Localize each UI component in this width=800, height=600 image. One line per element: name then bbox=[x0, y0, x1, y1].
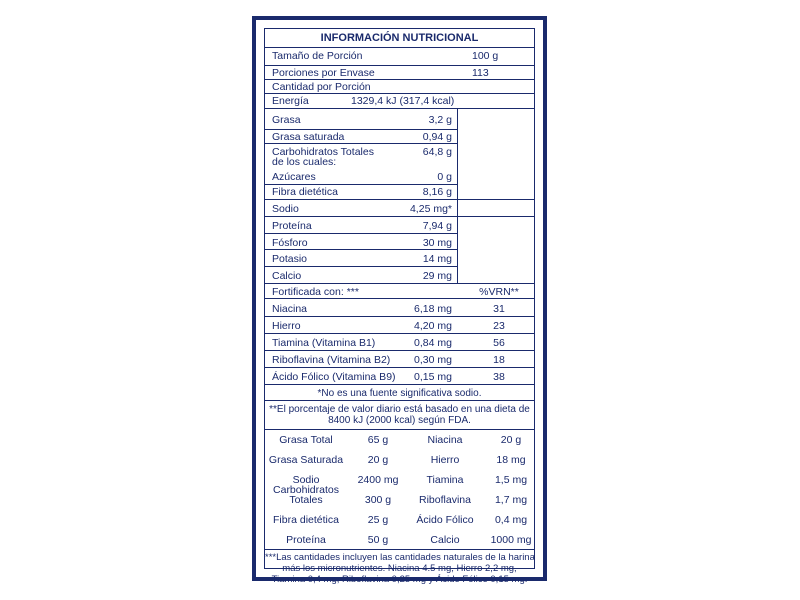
fortified-item-label: Tiamina (Vitamina B1) bbox=[272, 337, 376, 349]
reference-value: 25 g bbox=[367, 514, 389, 526]
footer-line1: ***Las cantidades incluyen las cantidades naturales de la harina bbox=[265, 552, 535, 563]
fortified-item-label: Ácido Fólico (Vitamina B9) bbox=[272, 371, 396, 383]
divider bbox=[265, 549, 534, 550]
reference-label: Fibra dietética bbox=[273, 514, 339, 526]
reference-label: Carbohidratos bbox=[273, 484, 339, 496]
reference-label: Hierro bbox=[430, 454, 460, 466]
fortified-item-value: 0,84 mg bbox=[414, 337, 452, 349]
serving-size-label: Tamaño de Porción bbox=[272, 50, 363, 62]
reference-value: 18 mg bbox=[496, 454, 526, 466]
divider bbox=[265, 93, 534, 94]
nutrient-label: Potasio bbox=[272, 253, 308, 265]
servings-value: 113 bbox=[472, 67, 489, 79]
divider bbox=[265, 333, 534, 334]
divider bbox=[265, 184, 457, 185]
reference-value: 20 g bbox=[367, 454, 389, 466]
nutrient-value: 3,2 g bbox=[428, 114, 452, 126]
reference-value: 2400 mg bbox=[357, 474, 399, 486]
amount-label: Cantidad por Porción bbox=[272, 81, 371, 93]
nutrient-label: Grasa bbox=[272, 114, 301, 126]
divider bbox=[265, 266, 457, 267]
fortified-label: Fortificada con: *** bbox=[272, 286, 359, 298]
nutrient-label: Calcio bbox=[272, 270, 302, 282]
servings-label: Porciones por Envase bbox=[272, 67, 375, 79]
vrn-header: %VRN** bbox=[479, 286, 519, 298]
divider bbox=[265, 384, 534, 385]
fortified-item-value: 6,18 mg bbox=[414, 303, 452, 315]
divider bbox=[265, 283, 534, 284]
divider bbox=[265, 350, 534, 351]
vrn-note-line1: **El porcentaje de valor diario está basado en una dieta de bbox=[269, 404, 530, 415]
reference-value: 0,4 mg bbox=[494, 514, 528, 526]
nutrient-label: Azúcares bbox=[272, 171, 316, 183]
divider bbox=[265, 367, 534, 368]
reference-label: Ácido Fólico bbox=[416, 514, 474, 526]
reference-label-line2: Totales bbox=[289, 494, 323, 506]
nutrient-label: Carbohidratos Totales bbox=[272, 146, 374, 158]
reference-value: 300 g bbox=[364, 494, 392, 506]
fortified-item-vrn: 56 bbox=[493, 337, 505, 349]
divider bbox=[265, 143, 457, 144]
nutrient-value: 0,94 g bbox=[422, 131, 452, 143]
reference-value: 1000 mg bbox=[490, 534, 532, 546]
nutrient-label: Grasa saturada bbox=[272, 131, 345, 143]
divider bbox=[265, 108, 534, 109]
divider bbox=[457, 108, 458, 283]
reference-label: Niacina bbox=[427, 434, 463, 446]
divider bbox=[265, 47, 534, 48]
fortified-item-vrn: 23 bbox=[493, 320, 505, 332]
divider bbox=[265, 249, 457, 250]
reference-value: 65 g bbox=[367, 434, 389, 446]
footer-line2: más los micronutrientes. Niacina 4.5 mg, Hierro 2,2 mg, bbox=[282, 563, 517, 574]
divider bbox=[265, 429, 534, 430]
divider bbox=[265, 233, 457, 234]
fortified-item-value: 0,30 mg bbox=[414, 354, 452, 366]
nutrition-table bbox=[264, 28, 535, 585]
reference-label: Calcio bbox=[430, 534, 460, 546]
nutrient-label: Fibra dietética bbox=[272, 186, 338, 198]
reference-label: Grasa Saturada bbox=[268, 454, 344, 466]
nutrient-label: Proteína bbox=[272, 220, 312, 232]
energy-label: Energía bbox=[272, 95, 309, 107]
nutrient-value: 14 mg bbox=[422, 253, 452, 265]
divider bbox=[265, 65, 534, 66]
nutrient-sublabel: de los cuales: bbox=[272, 156, 337, 168]
fortified-item-value: 0,15 mg bbox=[414, 371, 452, 383]
nutrient-value: 8,16 g bbox=[422, 186, 452, 198]
fortified-item-value: 4,20 mg bbox=[414, 320, 452, 332]
divider bbox=[265, 79, 534, 80]
divider bbox=[265, 216, 534, 217]
serving-size-value: 100 g bbox=[472, 50, 499, 62]
vrn-note-line2: 8400 kJ (2000 kcal) según FDA. bbox=[328, 415, 471, 426]
divider bbox=[265, 129, 457, 130]
energy-value: 1329,4 kJ (317,4 kcal) bbox=[351, 95, 455, 107]
nutrient-value: 4,25 mg* bbox=[409, 203, 452, 215]
reference-label: Riboflavina bbox=[419, 494, 471, 506]
nutrient-label: Sodio bbox=[272, 203, 299, 215]
divider bbox=[265, 400, 534, 401]
sodium-note: *No es una fuente significativa sodio. bbox=[317, 388, 482, 399]
reference-label: Tiamina bbox=[426, 474, 464, 486]
fortified-item-label: Riboflavina (Vitamina B2) bbox=[272, 354, 391, 366]
fortified-item-label: Hierro bbox=[272, 320, 301, 332]
reference-value: 1,5 mg bbox=[494, 474, 528, 486]
divider bbox=[265, 199, 534, 200]
nutrient-value: 30 mg bbox=[422, 237, 452, 249]
nutrition-label bbox=[252, 16, 547, 585]
reference-label: Proteína bbox=[286, 534, 326, 546]
nutrient-value: 0 g bbox=[437, 171, 452, 183]
divider bbox=[265, 298, 534, 299]
nutrient-value: 64,8 g bbox=[422, 146, 452, 158]
fortified-item-label: Niacina bbox=[272, 303, 308, 315]
reference-value: 20 g bbox=[500, 434, 522, 446]
fortified-item-vrn: 18 bbox=[493, 354, 505, 366]
reference-value: 1,7 mg bbox=[494, 494, 528, 506]
divider bbox=[265, 316, 534, 317]
fortified-item-vrn: 38 bbox=[493, 371, 505, 383]
reference-label: Grasa Total bbox=[279, 434, 333, 446]
nutrient-label: Fósforo bbox=[272, 237, 308, 249]
fortified-item-vrn: 31 bbox=[493, 303, 505, 315]
nutrient-value: 7,94 g bbox=[422, 220, 452, 232]
reference-label: Sodio bbox=[292, 474, 320, 486]
reference-value: 50 g bbox=[367, 534, 389, 546]
footer-line3: Tiamina 0,4 mg, Riboflavina 0,25 mg y Ácido Fólico 0,15 mg. bbox=[271, 574, 528, 585]
label-title: INFORMACIÓN NUTRICIONAL bbox=[320, 32, 479, 44]
nutrient-value: 29 mg bbox=[422, 270, 452, 282]
